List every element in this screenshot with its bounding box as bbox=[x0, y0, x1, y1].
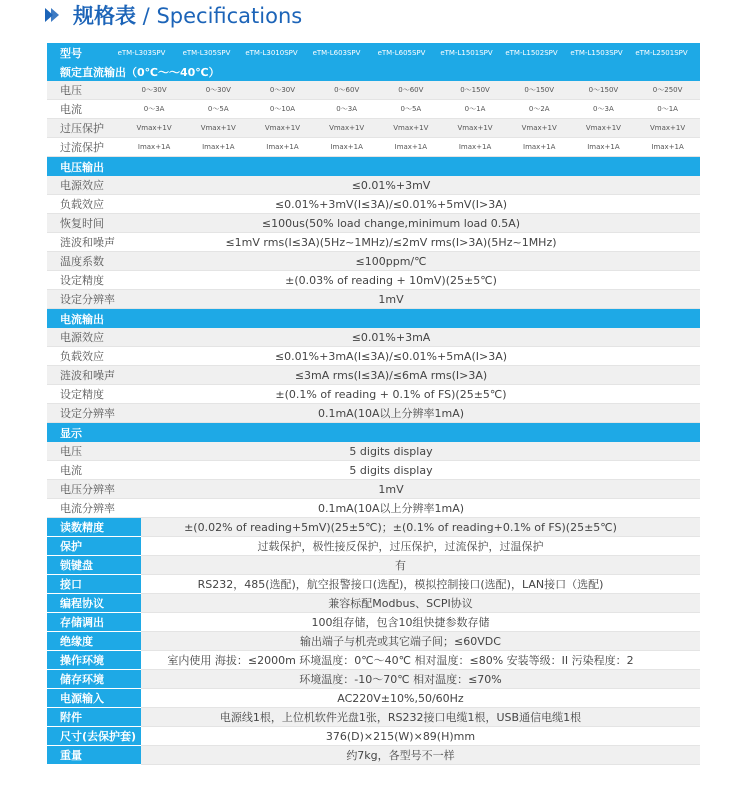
section-header: 额定直流输出（0℃～～40℃） bbox=[47, 62, 700, 81]
table-row bbox=[47, 651, 700, 670]
table-cell: Imax+1A bbox=[458, 143, 492, 151]
table-cell: Vmax+1V bbox=[393, 124, 429, 132]
table-cell: 0～150V bbox=[588, 86, 619, 94]
table-cell: Imax+1A bbox=[587, 143, 620, 151]
table-row bbox=[47, 81, 700, 100]
table-row bbox=[47, 670, 700, 689]
table-cell: 0～250V bbox=[652, 86, 683, 94]
row-value: 有 bbox=[141, 556, 700, 575]
table-row bbox=[47, 138, 700, 157]
row-label: 尺寸(去保护套) bbox=[47, 727, 141, 746]
model-label: 型号 bbox=[60, 46, 82, 60]
section-header: 显示 bbox=[47, 423, 700, 442]
table-cell: 0～150V bbox=[460, 86, 490, 94]
table-cell: Imax+1A bbox=[651, 143, 684, 151]
table-row bbox=[47, 195, 700, 214]
table-row bbox=[47, 100, 700, 119]
row-value: 电源线1根，上位机软件光盘1张，RS232接口电缆1根，USB通信电缆1根 bbox=[141, 708, 700, 727]
table-cell: Imax+1A bbox=[330, 143, 363, 151]
table-row bbox=[47, 347, 700, 366]
model-name: eTM-L1502SPV bbox=[505, 48, 558, 57]
row-label: 保护 bbox=[47, 537, 141, 556]
row-value: 5 digits display bbox=[349, 463, 433, 477]
table-cell: 0～1A bbox=[657, 105, 678, 113]
table-cell: 0～30V bbox=[269, 86, 296, 94]
table-row bbox=[47, 328, 700, 347]
row-label: 重量 bbox=[47, 746, 141, 765]
row-value: 室内使用 海拔：≤2000m 环境温度：0℃～40℃ 相对温度：≤80% 安装等级：II 污染程度：2 bbox=[141, 651, 700, 670]
table-cell: Vmax+1V bbox=[200, 124, 236, 132]
model-name: eTM-L1501SPV bbox=[440, 48, 493, 57]
table-cell: Vmax+1V bbox=[457, 124, 493, 132]
table-row bbox=[47, 214, 700, 233]
table-row bbox=[47, 727, 700, 746]
row-label: 设定精度 bbox=[60, 388, 104, 401]
table-row bbox=[47, 556, 700, 575]
row-label: 编程协议 bbox=[47, 594, 141, 613]
table-cell: 0～60V bbox=[334, 86, 360, 94]
row-label: 设定分辨率 bbox=[60, 407, 115, 420]
row-value: 约7kg，各型号不一样 bbox=[141, 746, 700, 765]
row-label: 涟波和噪声 bbox=[60, 369, 115, 382]
row-value: 1mV bbox=[378, 292, 404, 306]
table-row bbox=[47, 708, 700, 727]
model-row bbox=[47, 43, 700, 62]
table-row bbox=[47, 613, 700, 632]
row-value: 环境温度：-10～70℃ 相对温度：≤70% bbox=[141, 670, 700, 689]
row-value: ≤0.01%+3mA bbox=[351, 330, 431, 344]
table-row bbox=[47, 632, 700, 651]
table-cell: Imax+1A bbox=[523, 143, 556, 151]
row-label: 电压 bbox=[60, 445, 82, 458]
table-cell: Vmax+1V bbox=[650, 124, 686, 132]
row-value: 0.1mA(10A以上分辨率1mA) bbox=[317, 407, 465, 420]
table-row bbox=[47, 119, 700, 138]
row-value: 输出端子与机壳或其它端子间；≤60VDC bbox=[141, 632, 700, 651]
row-label: 储存环境 bbox=[47, 670, 141, 689]
table-row bbox=[47, 746, 700, 765]
page-title bbox=[73, 0, 302, 30]
table-row bbox=[47, 233, 700, 252]
table-cell: 0～3A bbox=[336, 105, 357, 113]
model-name: eTM-L303SPV bbox=[117, 48, 166, 57]
table-cell: 0～60V bbox=[398, 86, 424, 94]
row-value: ≤0.01%+3mV bbox=[351, 178, 431, 192]
table-cell: 0～2A bbox=[528, 105, 550, 113]
row-label: 电源效应 bbox=[60, 179, 104, 192]
row-label: 电流 bbox=[60, 464, 82, 477]
table-row bbox=[47, 176, 700, 195]
row-value: RS232，485(选配)，航空报警接口(选配)，模拟控制接口(选配)，LAN接口（选配) bbox=[141, 575, 700, 594]
row-value: ≤0.01%+3mA(I≤3A)/≤0.01%+5mA(I>3A) bbox=[274, 349, 508, 363]
table-cell: 0～30V bbox=[205, 86, 231, 94]
row-value: AC220V±10%,50/60Hz bbox=[141, 689, 700, 708]
table-row bbox=[47, 594, 700, 613]
row-label: 设定分辨率 bbox=[60, 293, 115, 306]
row-value: 0.1mA(10A以上分辨率1mA) bbox=[317, 502, 465, 515]
table-cell: 0～150V bbox=[524, 86, 555, 94]
table-cell: Vmax+1V bbox=[585, 124, 621, 132]
model-name: eTM-L3010SPV bbox=[245, 48, 298, 57]
section-header: 电压输出 bbox=[47, 157, 700, 176]
model-name: eTM-L605SPV bbox=[377, 48, 426, 57]
row-value: ±(0.02% of reading+5mV)(25±5℃)；±(0.1% of reading+0.1% of FS)(25±5℃) bbox=[141, 518, 700, 537]
table-cell: Vmax+1V bbox=[264, 124, 301, 132]
table-row bbox=[47, 689, 700, 708]
row-label: 涟波和噪声 bbox=[60, 236, 115, 249]
table-row bbox=[47, 404, 700, 423]
row-value: ≤100ppm/℃ bbox=[355, 254, 427, 268]
table-cell: Vmax+1V bbox=[136, 124, 172, 132]
model-name: eTM-L2501SPV bbox=[635, 48, 688, 57]
row-label: 负载效应 bbox=[60, 350, 104, 363]
row-value: 兼容标配Modbus、SCPI协议 bbox=[141, 594, 700, 613]
chevron-right-icon bbox=[43, 6, 61, 24]
row-label: 操作环境 bbox=[47, 651, 141, 670]
row-label: 接口 bbox=[47, 575, 141, 594]
table-cell: Imax+1A bbox=[266, 143, 299, 151]
title-en: Specifications bbox=[156, 4, 303, 28]
table-cell: 0～3A bbox=[593, 105, 614, 113]
table-cell: 0～5A bbox=[400, 105, 422, 113]
table-cell: Imax+1A bbox=[394, 143, 428, 151]
row-label: 负载效应 bbox=[60, 198, 104, 211]
row-label: 锁键盘 bbox=[47, 556, 141, 575]
row-value: ≤0.01%+3mV(I≤3A)/≤0.01%+5mV(I>3A) bbox=[274, 197, 508, 211]
table-cell: 0～30V bbox=[141, 86, 167, 94]
row-value: 5 digits display bbox=[349, 444, 433, 458]
model-name: eTM-L1503SPV bbox=[570, 48, 623, 57]
model-name: eTM-L305SPV bbox=[182, 48, 231, 57]
table-row bbox=[47, 290, 700, 309]
table-row bbox=[47, 252, 700, 271]
row-label: 电压 bbox=[60, 84, 82, 97]
row-value: 1mV bbox=[378, 482, 404, 496]
table-cell: Vmax+1V bbox=[521, 124, 557, 132]
table-cell: Imax+1A bbox=[137, 143, 171, 151]
row-label: 电流 bbox=[60, 103, 82, 116]
table-row bbox=[47, 518, 700, 537]
table-row bbox=[47, 442, 700, 461]
row-label: 读数精度 bbox=[47, 518, 141, 537]
row-value: 376(D)×215(W)×89(H)mm bbox=[141, 727, 700, 746]
table-row bbox=[47, 575, 700, 594]
row-label: 电源输入 bbox=[47, 689, 141, 708]
title-separator: / bbox=[136, 4, 157, 28]
table-row bbox=[47, 537, 700, 556]
row-value: ≤3mA rms(I≤3A)/≤6mA rms(I>3A) bbox=[294, 368, 488, 382]
table-row bbox=[47, 385, 700, 404]
title-cn: 规格表 bbox=[73, 4, 136, 28]
row-label: 温度系数 bbox=[60, 255, 104, 268]
row-value: ±(0.1% of reading + 0.1% of FS)(25±5℃) bbox=[275, 387, 507, 401]
row-value: 过载保护，极性接反保护，过压保护，过流保护，过温保护 bbox=[141, 537, 700, 556]
row-value: ≤1mV rms(I≤3A)(5Hz~1MHz)/≤2mV rms(I>3A)(5Hz~1MHz) bbox=[225, 235, 557, 249]
table-cell: Imax+1A bbox=[202, 143, 235, 151]
table-cell: 0～3A bbox=[143, 105, 165, 113]
table-cell: 0～10A bbox=[269, 105, 296, 113]
row-value: 100组存储，包含10组快捷参数存储 bbox=[141, 613, 700, 632]
spec-table bbox=[47, 43, 700, 765]
row-label: 设定精度 bbox=[60, 274, 104, 287]
table-cell: Vmax+1V bbox=[329, 124, 365, 132]
table-row bbox=[47, 480, 700, 499]
row-value: ±(0.03% of reading + 10mV)(25±5℃) bbox=[285, 273, 497, 287]
row-value: ≤100us(50% load change,minimum load 0.5A) bbox=[261, 216, 521, 230]
table-cell: 0～5A bbox=[207, 105, 229, 113]
row-label: 恢复时间 bbox=[60, 217, 104, 230]
row-label: 过压保护 bbox=[60, 122, 104, 135]
row-label: 绝缘度 bbox=[47, 632, 141, 651]
row-label: 过流保护 bbox=[60, 141, 104, 154]
table-row bbox=[47, 461, 700, 480]
row-label: 电流分辨率 bbox=[60, 502, 115, 515]
table-row bbox=[47, 271, 700, 290]
table-row bbox=[47, 499, 700, 518]
section-header: 电流输出 bbox=[47, 309, 700, 328]
table-row bbox=[47, 366, 700, 385]
row-label: 附件 bbox=[47, 708, 141, 727]
page-header bbox=[43, 0, 302, 30]
row-label: 电源效应 bbox=[60, 331, 104, 344]
model-name: eTM-L603SPV bbox=[312, 48, 361, 57]
row-label: 存储调出 bbox=[47, 613, 141, 632]
row-label: 电压分辨率 bbox=[60, 483, 115, 496]
table-cell: 0～1A bbox=[464, 105, 486, 113]
